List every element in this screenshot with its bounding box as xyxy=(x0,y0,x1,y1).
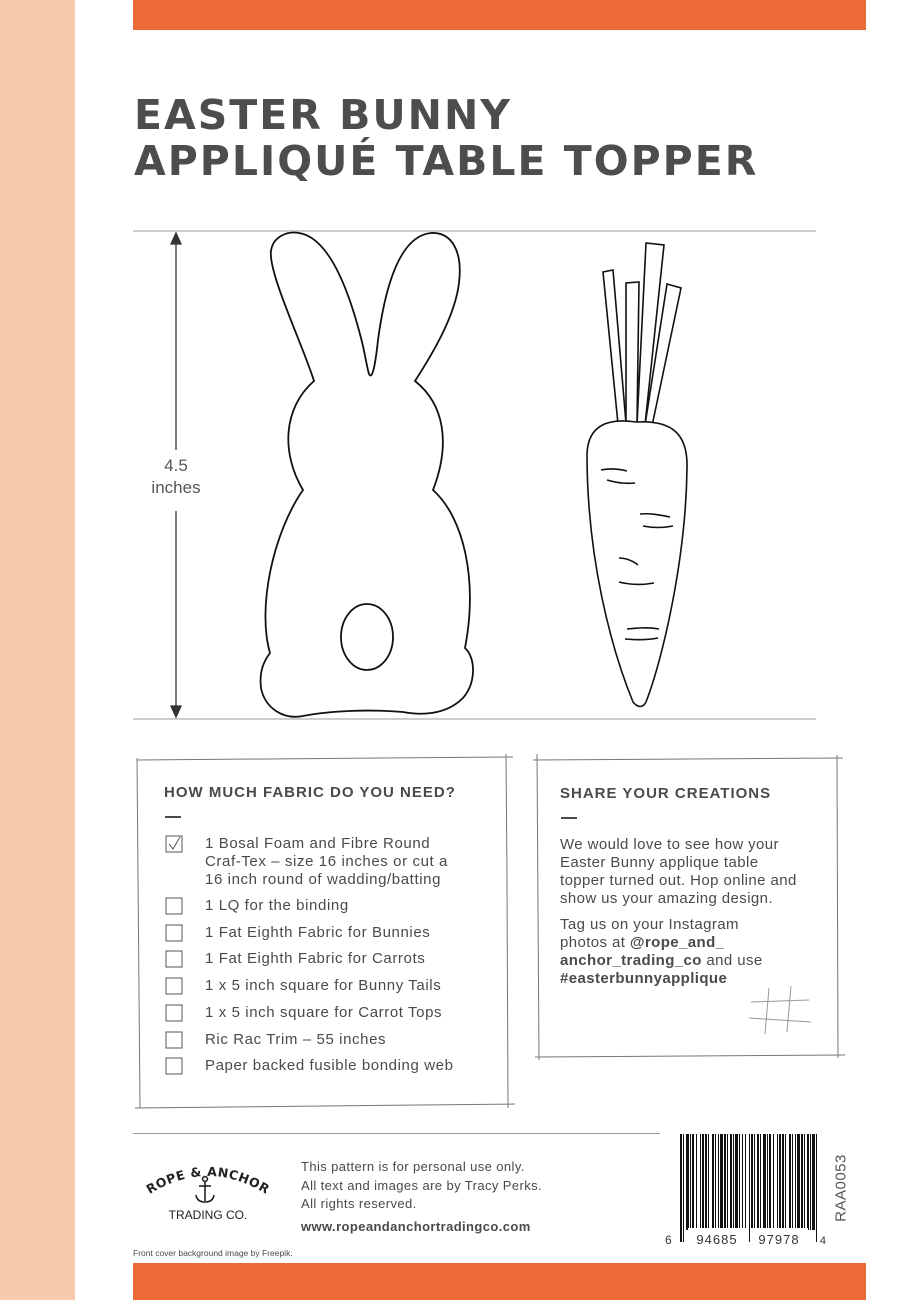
legal-line: This pattern is for personal use only. xyxy=(301,1159,525,1174)
template-illustration xyxy=(133,228,823,728)
checkbox[interactable] xyxy=(165,1057,183,1075)
share-heading-dash xyxy=(561,817,577,819)
legal-notice xyxy=(301,1158,542,1236)
fabric-item-text: 1 LQ for the binding xyxy=(205,897,349,914)
image-credit: Front cover background image by Freepik. xyxy=(133,1248,293,1258)
share-creations-box xyxy=(533,752,845,1062)
bunny-tail-outline xyxy=(341,604,393,670)
footer-divider xyxy=(133,1133,660,1134)
share-text: Easter Bunny applique table xyxy=(560,854,759,871)
fabric-item-text: Craf-Tex – size 16 inches or cut a xyxy=(205,853,448,870)
bottom-accent-bar xyxy=(133,1263,866,1300)
fabric-requirements-box xyxy=(135,752,515,1110)
sku-text: RAA0053 xyxy=(832,1153,850,1222)
title-line-1: EASTER BUNNY xyxy=(134,91,512,139)
rope-and-anchor-logo xyxy=(133,1158,283,1228)
anchor-icon xyxy=(196,1177,214,1202)
fabric-item-text: 1 Bosal Foam and Fibre Round xyxy=(205,835,431,852)
checkbox[interactable] xyxy=(165,977,183,995)
barcode xyxy=(660,1132,825,1250)
title-line-2: APPLIQUÉ TABLE TOPPER xyxy=(134,137,759,185)
logo-arc-text: ROPE & ANCHOR xyxy=(143,1163,273,1197)
barcode-bars xyxy=(680,1134,817,1242)
instagram-handle[interactable]: anchor_trading_co xyxy=(560,952,702,969)
barcode-digit-first: 6 xyxy=(665,1233,672,1247)
svg-text:ROPE & ANCHOR xyxy=(144,1164,273,1197)
legal-line: All text and images are by Tracy Perks. xyxy=(301,1177,543,1193)
barcode-group-left: 94685 xyxy=(696,1232,738,1247)
website-link[interactable]: www.ropeandanchortradingco.com xyxy=(301,1218,531,1234)
logo-subtext: TRADING CO. xyxy=(168,1208,248,1222)
share-text xyxy=(560,952,763,970)
checkbox[interactable] xyxy=(165,1031,183,1049)
fabric-item-text: Paper backed fusible bonding web xyxy=(205,1057,454,1074)
sku-code xyxy=(832,1150,850,1225)
carrot-template xyxy=(587,243,687,707)
checkbox[interactable] xyxy=(165,950,183,968)
height-value: 4.5 xyxy=(164,456,188,475)
share-text xyxy=(560,934,724,952)
fabric-heading-dash xyxy=(165,816,181,818)
fabric-item-text: 1 x 5 inch square for Bunny Tails xyxy=(205,977,442,994)
legal-line: All rights reserved. xyxy=(301,1196,417,1211)
fabric-item-text: 1 Fat Eighth Fabric for Carrots xyxy=(205,950,426,967)
checkbox[interactable] xyxy=(165,924,183,942)
hashtag[interactable] xyxy=(560,970,727,988)
page-title xyxy=(134,92,758,184)
fabric-item-text: 1 Fat Eighth Fabric for Bunnies xyxy=(205,924,431,941)
height-unit: inches xyxy=(151,478,201,497)
share-text: show us your amazing design. xyxy=(560,890,773,907)
share-text: topper turned out. Hop online and xyxy=(560,872,797,889)
fabric-item-text: 16 inch round of wadding/batting xyxy=(205,871,442,888)
barcode-group-right: 97978 xyxy=(758,1232,800,1247)
instagram-handle[interactable]: @rope_and_ xyxy=(629,934,725,951)
hashtag-text: #easterbunnyapplique xyxy=(560,970,728,987)
fabric-heading: HOW MUCH FABRIC DO YOU NEED? xyxy=(164,784,456,801)
share-text: We would love to see how your xyxy=(560,836,779,853)
barcode-digit-last: 4 xyxy=(819,1235,826,1247)
checkbox[interactable] xyxy=(165,1004,183,1022)
fabric-item-text: 1 x 5 inch square for Carrot Tops xyxy=(205,1004,443,1021)
fabric-item-text: Ric Rac Trim – 55 inches xyxy=(205,1031,387,1048)
share-text-suffix: and use xyxy=(701,952,763,969)
checkbox-checked[interactable] xyxy=(165,835,183,853)
top-accent-bar xyxy=(133,0,866,30)
hash-doodle-icon xyxy=(747,984,813,1036)
share-text: Tag us on your Instagram xyxy=(560,916,739,933)
height-dimension-label xyxy=(140,455,212,499)
share-heading: SHARE YOUR CREATIONS xyxy=(560,785,772,802)
checkbox[interactable] xyxy=(165,897,183,915)
side-color-band xyxy=(0,0,75,1300)
share-text-prefix: photos at xyxy=(560,934,630,951)
bunny-template xyxy=(261,233,473,717)
